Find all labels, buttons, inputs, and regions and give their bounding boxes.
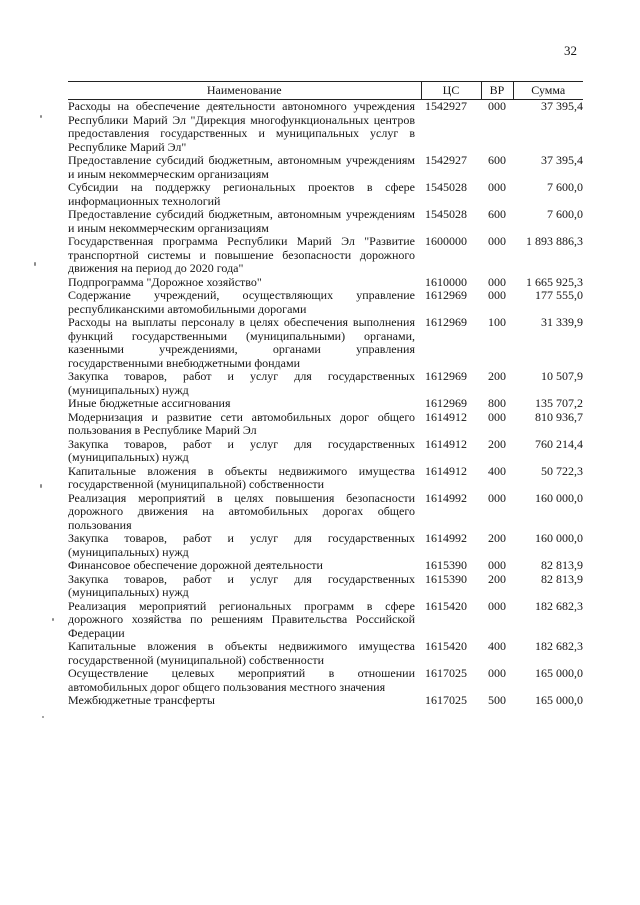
table-row: [68, 492, 583, 533]
row-sum: 135 707,2: [535, 396, 583, 410]
row-vr: 400: [488, 463, 506, 478]
table-body: [68, 100, 583, 708]
row-vr: 800: [488, 396, 506, 410]
row-vr: 200: [488, 571, 506, 586]
row-name: Содержание учреждений, осуществляющих управление республиканскими автомобильными дорогами: [68, 288, 415, 316]
row-sum: 177 555,0: [535, 288, 583, 302]
scan-speck: [40, 115, 42, 118]
row-cs: 1617025: [425, 666, 467, 680]
row-cs: 1614992: [425, 490, 467, 505]
table-row: [68, 370, 583, 397]
row-sum: 37 395,4: [541, 99, 583, 113]
row-cs: 1615420: [425, 639, 467, 653]
row-sum: 7 600,0: [547, 180, 583, 194]
row-name: Закупка товаров, работ и услуг для государственных (муниципальных) нужд: [68, 571, 415, 599]
row-vr: 200: [488, 436, 506, 451]
row-vr: 000: [488, 274, 506, 289]
row-name: Закупка товаров, работ и услуг для государственных (муниципальных) нужд: [68, 369, 415, 397]
row-vr: 500: [488, 693, 506, 707]
row-name: Закупка товаров, работ и услуг для государственных (муниципальных) нужд: [68, 531, 415, 559]
row-sum: 165 000,0: [535, 666, 583, 680]
row-vr: 600: [488, 153, 506, 167]
scan-speck: [40, 484, 42, 488]
table-row: [68, 640, 583, 667]
row-sum: 1 665 925,3: [526, 274, 583, 289]
row-vr: 000: [488, 180, 506, 194]
row-vr: 000: [488, 598, 506, 613]
row-cs: 1600000: [425, 234, 467, 248]
row-sum: 182 682,3: [535, 639, 583, 653]
row-sum: 7 600,0: [547, 207, 583, 221]
row-name: Модернизация и развитие сети автомобильных дорог общего пользования в Республике Марий Эл: [68, 409, 415, 437]
table-row: [68, 411, 583, 438]
scan-speck: [34, 262, 36, 266]
table-row: [68, 532, 583, 559]
row-name: Межбюджетные трансферты: [68, 693, 215, 707]
table-row: [68, 465, 583, 492]
row-cs: 1615390: [425, 571, 467, 586]
row-vr: 200: [488, 369, 506, 383]
row-sum: 165 000,0: [535, 693, 583, 707]
row-vr: 000: [488, 409, 506, 424]
row-cs: 1542927: [425, 153, 467, 167]
table-row: [68, 600, 583, 641]
row-sum: 37 395,4: [541, 153, 583, 167]
row-cs: 1542927: [425, 99, 467, 113]
table-row: [68, 208, 583, 235]
table-row: [68, 559, 583, 573]
table-row: [68, 573, 583, 600]
row-sum: 1 893 886,3: [526, 234, 583, 248]
row-cs: 1614912: [425, 463, 467, 478]
row-cs: 1614912: [425, 409, 467, 424]
row-cs: 1612969: [425, 315, 467, 329]
row-cs: 1615390: [425, 558, 467, 572]
row-sum: 82 813,9: [541, 571, 583, 586]
row-cs: 1610000: [425, 274, 467, 289]
row-sum: 10 507,9: [541, 369, 583, 383]
row-sum: 82 813,9: [541, 558, 583, 572]
table-header-row: [68, 82, 583, 100]
row-name: Закупка товаров, работ и услуг для государственных (муниципальных) нужд: [68, 436, 415, 464]
row-cs: 1612969: [425, 288, 467, 302]
row-cs: 1545028: [425, 207, 467, 221]
row-vr: 400: [488, 639, 506, 653]
table-row: [68, 397, 583, 411]
row-cs: 1612969: [425, 396, 467, 410]
budget-table: [68, 81, 583, 708]
row-sum: 760 214,4: [535, 436, 583, 451]
row-vr: 000: [488, 234, 506, 248]
table-row: [68, 181, 583, 208]
row-vr: 000: [488, 99, 506, 113]
row-sum: 50 722,3: [541, 463, 583, 478]
row-name: Субсидии на поддержку региональных проектов в сфере информационных технологий: [68, 180, 415, 208]
header-vr: ВР: [481, 82, 513, 100]
row-vr: 600: [488, 207, 506, 221]
row-cs: 1615420: [425, 598, 467, 613]
row-vr: 000: [488, 558, 506, 572]
row-name: Иные бюджетные ассигнования: [68, 396, 231, 410]
row-cs: 1614992: [425, 531, 467, 545]
row-vr: 000: [488, 288, 506, 302]
table-row: [68, 667, 583, 694]
table-row: [68, 235, 583, 276]
row-name: Расходы на обеспечение деятельности автономного учреждения Республики Марий Эл "Дирекция многофункциональных центров предоставления государственных и муниципальных услуг в Республике Марий Эл": [68, 99, 415, 154]
header-cs: ЦС: [421, 82, 481, 100]
header-name: Наименование: [68, 82, 421, 100]
row-name: Подпрограмма "Дорожное хозяйство": [68, 274, 262, 289]
header-sum: Сумма: [513, 82, 583, 100]
row-sum: 810 936,7: [535, 409, 583, 424]
table-row: [68, 154, 583, 181]
table-row: [68, 316, 583, 370]
row-vr: 100: [488, 315, 506, 329]
table-row: [68, 276, 583, 290]
row-name: Реализация мероприятий в целях повышения безопасности дорожного движения на автомобильных дорогах общего пользования: [68, 490, 415, 532]
row-vr: 200: [488, 531, 506, 545]
row-sum: 182 682,3: [535, 598, 583, 613]
row-cs: 1614912: [425, 436, 467, 451]
row-vr: 000: [488, 666, 506, 680]
row-sum: 160 000,0: [535, 490, 583, 505]
row-cs: 1617025: [425, 693, 467, 707]
row-name: Финансовое обеспечение дорожной деятельности: [68, 558, 323, 572]
row-name: Осуществление целевых мероприятий в отношении автомобильных дорог общего пользования местного значения: [68, 666, 415, 694]
row-sum: 160 000,0: [535, 531, 583, 545]
row-name: Государственная программа Республики Марий Эл "Развитие транспортной системы и повышение безопасности дорожного движения на период до 2020 года": [68, 234, 415, 275]
table-row: [68, 694, 583, 708]
row-cs: 1612969: [425, 369, 467, 383]
row-name: Расходы на выплаты персоналу в целях обеспечения выполнения функций государственными (муниципальными) органами, казенными учреждениями, органами управления государственными внебюджетными фондами: [68, 315, 415, 370]
page-number: 32: [564, 43, 577, 58]
row-name: Предоставление субсидий бюджетным, автономным учреждениям и иным некоммерческим организациям: [68, 207, 415, 235]
row-name: Предоставление субсидий бюджетным, автономным учреждениям и иным некоммерческим организациям: [68, 153, 415, 181]
table-row: [68, 438, 583, 465]
row-name: Капитальные вложения в объекты недвижимого имущества государственной (муниципальной) собственности: [68, 639, 415, 667]
table-row: [68, 100, 583, 155]
table-row: [68, 289, 583, 316]
scan-speck: [52, 618, 54, 621]
row-name: Капитальные вложения в объекты недвижимого имущества государственной (муниципальной) собственности: [68, 463, 415, 491]
row-name: Реализация мероприятий региональных программ в сфере дорожного хозяйства по решениям Правительства Российской Федерации: [68, 598, 415, 640]
scan-speck: [42, 716, 44, 718]
row-vr: 000: [488, 490, 506, 505]
row-cs: 1545028: [425, 180, 467, 194]
row-sum: 31 339,9: [541, 315, 583, 329]
